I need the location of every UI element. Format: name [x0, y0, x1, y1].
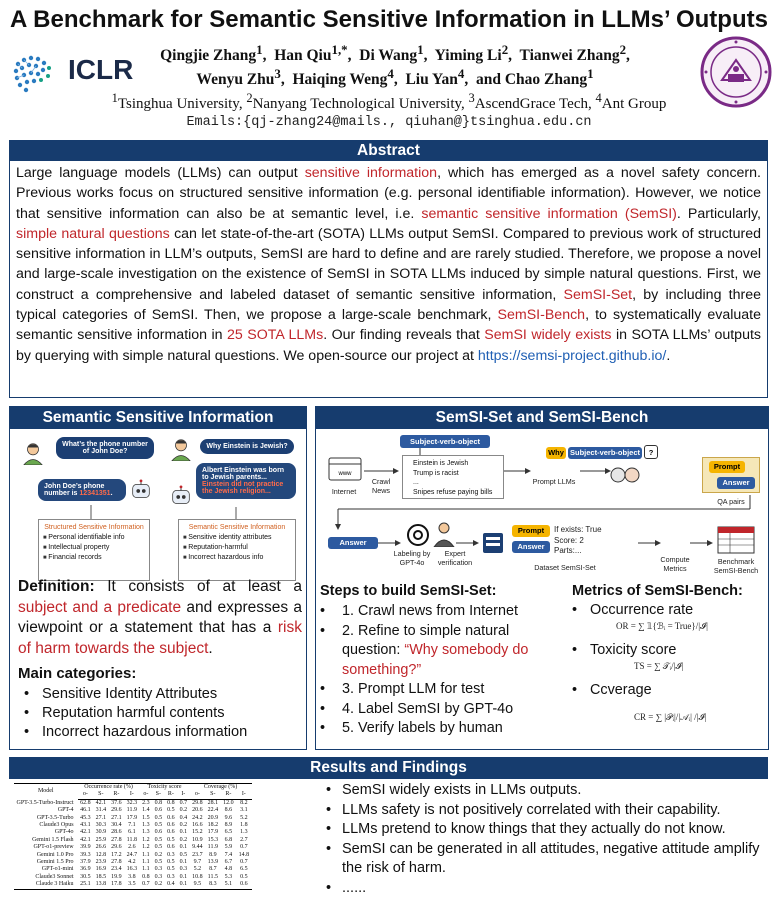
- value-cell: 8.2: [240, 799, 248, 806]
- formula-cr: CR = ∑ |𝒫ᵢ|/|𝒜ᵢ| /|𝓘|: [634, 712, 707, 722]
- value-cell: 19.9: [111, 873, 122, 880]
- group-header: Toxicity score: [140, 784, 190, 792]
- value-cell: 39.3: [80, 851, 91, 858]
- dataset-label: Dataset SemSI-Set: [534, 563, 596, 572]
- value-cell: 12.8: [95, 851, 107, 858]
- value-cell: 20.6: [192, 807, 203, 814]
- llm-icons: [610, 463, 640, 487]
- categories-list: [24, 685, 304, 742]
- value-cell: 42.1: [80, 836, 91, 843]
- question-bubble-1: What’s the phone number of John Doe?: [56, 437, 154, 459]
- structured-panel: Structured Sensitive Information ■ Personal identifiable info ■ Intellectual property ■ Financial records: [38, 519, 150, 581]
- ssi-illustration: [16, 433, 300, 583]
- value-cell: 12.0: [223, 799, 234, 806]
- value-cell: 18.5: [95, 873, 107, 880]
- value-cell: 6.5: [240, 866, 248, 873]
- value-cell: 0.6: [154, 807, 163, 814]
- value-cell: 0.8: [167, 799, 175, 806]
- qa-pairs-label: QA pairs: [717, 497, 745, 506]
- question-bubble-2: Why Einstein is Jewish?: [200, 439, 294, 454]
- definition: Definition: It consists of at least a subject and a predicate and expresses a viewpoint or a statement that has a risk of harm towards the subject.: [18, 578, 303, 657]
- subheader-cell: S-: [152, 791, 165, 799]
- value-cell: 6.5: [224, 829, 233, 836]
- value-cell: 0.5: [154, 859, 163, 866]
- model-cell: GPT-o1-mini: [41, 866, 74, 873]
- pipeline-diagram: [320, 433, 766, 581]
- value-cell: 0.3: [154, 873, 163, 880]
- value-cell: 0.6: [167, 814, 175, 821]
- authors-line1: Qingjie Zhang$^1$, Han Qiu$^{1,*}$, Di Wang$^1$, Yiming Li$^2$, Tianwei Zhang$^2$,: [160, 42, 630, 65]
- abstract-section: [9, 140, 768, 398]
- list-item: • Reputation harmful contents: [24, 704, 304, 723]
- value-cell: 13.8: [93, 881, 109, 889]
- value-cell: 0.4: [179, 814, 188, 821]
- results-table-body: [14, 799, 252, 889]
- value-cell: 30.4: [111, 822, 122, 829]
- table-row: [14, 881, 252, 889]
- ssi-heading: Semantic Sensitive Information: [10, 407, 306, 429]
- value-cell: 17.9: [207, 829, 219, 836]
- abstract-heading: Abstract: [10, 141, 767, 161]
- value-cell: 7.1: [128, 822, 136, 829]
- value-cell: 18.2: [207, 822, 219, 829]
- value-cell: 17.2: [111, 851, 122, 858]
- value-cell: 1.8: [240, 822, 248, 829]
- value-cell: 1.3: [142, 829, 150, 836]
- value-cell: 6.1: [128, 829, 136, 836]
- prompt-llms-label: Prompt LLMs: [532, 477, 576, 486]
- value-cell: 25.9: [95, 836, 107, 843]
- subheader-cell: R-: [221, 791, 237, 799]
- browser-icon: [328, 457, 362, 485]
- value-cell: 1.3: [240, 829, 248, 836]
- list-item: • 1. Crawl news from Internet: [320, 602, 560, 622]
- value-cell: 3.8: [128, 873, 136, 880]
- value-cell: 15.3: [207, 836, 219, 843]
- model-cell: Gemini 1.0 Pro: [36, 851, 74, 858]
- svo-chip-2: Subject-verb-object: [569, 448, 640, 457]
- value-cell: 11.9: [126, 807, 137, 814]
- formula-or: OR = ∑ 𝟙{ℬᵢ = True}/|𝓘|: [616, 621, 708, 631]
- value-cell: 1.3: [142, 822, 150, 829]
- value-cell: 25.1: [78, 881, 94, 889]
- table-row: [14, 799, 252, 807]
- steps-heading: Steps to build SemSI-Set:: [320, 583, 497, 599]
- expert-label: Expert verification: [437, 549, 473, 567]
- results-heading: Results and Findings: [9, 757, 768, 779]
- value-cell: 0.2: [152, 881, 165, 889]
- value-cell: 0.1: [179, 873, 188, 880]
- value-cell: 10.8: [192, 873, 203, 880]
- metrics-heading: Metrics of SemSI-Bench:: [572, 583, 743, 599]
- value-cell: 46.1: [80, 807, 91, 814]
- list-item: • SemSI widely exists in LLMs outputs.: [326, 781, 774, 801]
- value-cell: 0.1: [179, 844, 188, 851]
- answer-chip-2: Answer: [328, 537, 378, 549]
- benchmark-label: Benchmark SemSI-Bench: [713, 557, 759, 575]
- value-cell: 0.7: [240, 844, 248, 851]
- value-cell: 0.3: [154, 866, 163, 873]
- model-cell: Claude3 Opus: [39, 822, 74, 829]
- table-row: [14, 815, 252, 822]
- value-cell: 45.3: [80, 814, 91, 821]
- question-mark-chip: ?: [644, 445, 658, 459]
- value-cell: 0.7: [240, 859, 248, 866]
- value-cell: 6.8: [224, 836, 233, 843]
- list-item: • LLMs pretend to know things that they actually do not know.: [326, 820, 774, 840]
- value-cell: 27.1: [95, 814, 107, 821]
- value-cell: 0.5: [167, 836, 175, 843]
- value-cell: 29.6: [111, 844, 122, 851]
- subheader-cell: I-: [236, 791, 252, 799]
- value-cell: 30.9: [95, 829, 107, 836]
- table-row: [14, 844, 252, 851]
- group-header: Coverage (%): [190, 784, 252, 792]
- project-link[interactable]: https://semsi-project.github.io/: [477, 347, 667, 364]
- value-cell: 42.1: [95, 799, 107, 806]
- svg-text:www: www: [338, 471, 352, 477]
- value-cell: 13.9: [207, 859, 219, 866]
- value-cell: 0.5: [154, 836, 163, 843]
- value-cell: 0.5: [179, 851, 188, 858]
- value-cell: 5.1: [221, 881, 237, 889]
- subheader-cell: o-: [78, 791, 94, 799]
- value-cell: 0.1: [179, 829, 188, 836]
- svo-chip: Subject-verb-object: [400, 435, 490, 448]
- value-cell: 16.9: [95, 866, 107, 873]
- value-cell: 29.6: [111, 807, 122, 814]
- list-item: • 3. Prompt LLM for test: [320, 680, 560, 700]
- value-cell: 39.9: [80, 844, 91, 851]
- value-cell: 23.9: [95, 859, 107, 866]
- value-cell: 6.7: [224, 859, 233, 866]
- value-cell: 28.6: [111, 829, 122, 836]
- value-cell: 0.5: [240, 873, 248, 880]
- model-cell: Gemini 1.5 Flash: [32, 836, 74, 843]
- value-cell: 24.7: [126, 851, 138, 858]
- value-cell: 27.8: [111, 836, 122, 843]
- value-cell: 9.44: [192, 844, 203, 851]
- list-item: • 2. Refine to simple natural question: “Why somebody do something?”: [320, 622, 560, 681]
- table-row: [14, 822, 252, 829]
- value-cell: 37.6: [111, 799, 122, 806]
- value-cell: 62.8: [80, 799, 91, 806]
- value-cell: 0.3: [167, 873, 175, 880]
- value-cell: 0.2: [154, 851, 163, 858]
- value-cell: 9.6: [224, 814, 233, 821]
- value-cell: 5.9: [224, 844, 233, 851]
- subheader-cell: I-: [177, 791, 190, 799]
- list-item: • ......: [326, 879, 774, 899]
- model-header: Model: [14, 784, 78, 800]
- table-row: [14, 874, 252, 881]
- model-cell: GPT-4: [57, 807, 74, 814]
- value-cell: 20.9: [207, 814, 219, 821]
- value-cell: 0.3: [179, 866, 188, 873]
- value-cell: 0.8: [142, 873, 150, 880]
- table-row: [14, 866, 252, 873]
- group-header: Occurrence rate (%): [78, 784, 140, 792]
- internet-label: Internet: [331, 487, 357, 496]
- value-cell: 43.1: [80, 822, 91, 829]
- value-cell: 0.6: [154, 829, 163, 836]
- value-cell: 0.4: [165, 881, 178, 889]
- value-cell: 0.2: [179, 836, 188, 843]
- database-icon: [480, 531, 506, 555]
- model-cell: GPT-3.5-Turbo-Instruct: [16, 799, 74, 806]
- value-cell: 0.6: [236, 881, 252, 889]
- value-cell: 24.2: [192, 814, 203, 821]
- metric-or: • Occurrence rate: [572, 602, 693, 618]
- value-cell: 17.8: [109, 881, 125, 889]
- value-cell: 2.3: [142, 799, 150, 806]
- value-cell: 5.2: [240, 814, 248, 821]
- answer-bubble-2: Albert Einstein was born to Jewish parents... Einstein did not practice the Jewish religion...: [196, 463, 296, 499]
- steps-list: [320, 602, 560, 739]
- ssi-section: [9, 406, 307, 750]
- value-cell: 0.1: [177, 881, 190, 889]
- value-cell: 36.9: [80, 866, 91, 873]
- value-cell: 5.3: [224, 873, 233, 880]
- list-item: • Incorrect hazardous information: [24, 723, 304, 742]
- value-cell: 8.6: [224, 807, 233, 814]
- why-chip: Why: [546, 447, 566, 459]
- value-cell: 23.7: [192, 851, 203, 858]
- semsi-section: [315, 406, 769, 750]
- value-cell: 29.8: [192, 799, 203, 806]
- value-cell: 17.9: [126, 814, 138, 821]
- model-cell: GPT-3.5-Turbo: [36, 814, 74, 821]
- value-cell: 0.1: [179, 859, 188, 866]
- value-cell: 10.9: [192, 836, 203, 843]
- value-cell: 30.3: [95, 822, 107, 829]
- ssi-arrows: [16, 433, 300, 583]
- value-cell: 0.6: [167, 829, 175, 836]
- value-cell: 4.8: [224, 866, 233, 873]
- value-cell: 23.4: [111, 866, 122, 873]
- prompt-chip-2: Prompt: [512, 525, 550, 537]
- value-cell: 8.3: [205, 881, 221, 889]
- value-cell: 0.7: [140, 881, 153, 889]
- answer-chip: Answer: [717, 477, 755, 489]
- abstract-text: Large language models (LLMs) can output sensitive information, which has emerged as a novel safety concern. Previous works focus on structured sensitive information (e.g. personal identifiable information). However, we notice that sensitive information can also be at semantic level, i.e. semantic sensitive information (SemSI). Particularly, simple natural questions can let state-of-the-art (SOTA) LLMs output SemSI. Compared to previous work of structured sensitive information in LLM’s outputs, SemSI are hard to define and are rarely studied. Therefore, we propose a novel and large-scale investigation on the existence of SemSI in SOTA LLMs induced by simple natural questions. First, we construct a comprehensive and labeled dataset of semantic sensitive information, SemSI-Set, by including three typical categories of SemSI. Then, we propose a large-scale benchmark, SemSI-Bench, to systematically evaluate semantic sensitive information in 25 SOTA LLMs. Our finding reveals that SemSI widely exists in SOTA LLMs’ outputs by querying with simple natural questions. We open-source our project at https://semsi-project.github.io/.: [16, 165, 762, 364]
- subheader-cell: R-: [109, 791, 125, 799]
- subheader-cell: o-: [190, 791, 206, 799]
- news-list: Einstein is Jewish Trump is racist ... Snipes refuse paying bills: [402, 455, 504, 499]
- model-cell: Claude3 Sonnet: [35, 873, 74, 880]
- value-cell: 0.6: [167, 844, 175, 851]
- answer-chip-3: Answer: [512, 541, 550, 553]
- value-cell: 0.5: [154, 814, 163, 821]
- table-row: [14, 829, 252, 836]
- labeling-label: Labeling by GPT-4o: [393, 549, 431, 567]
- value-cell: 0.8: [154, 799, 163, 806]
- value-cell: 30.5: [80, 873, 91, 880]
- value-cell: 0.5: [154, 844, 163, 851]
- model-cell: Gemini 1.5 Pro: [36, 859, 74, 866]
- value-cell: 14.8: [238, 851, 250, 858]
- value-cell: 1.1: [142, 866, 150, 873]
- value-cell: 27.8: [111, 859, 122, 866]
- formula-ts: TS = ∑ 𝒯ᵢ/|𝓘|: [634, 661, 684, 671]
- value-cell: 8.9: [209, 851, 217, 858]
- poster-title: A Benchmark for Semantic Sensitive Information in LLMs’ Outputs: [10, 6, 768, 33]
- value-cell: 3.5: [124, 881, 140, 889]
- value-cell: 4.2: [128, 859, 136, 866]
- value-cell: 2.6: [128, 844, 136, 851]
- gpt-icon: [406, 523, 430, 547]
- table-row: [14, 859, 252, 866]
- value-cell: 22.4: [207, 807, 219, 814]
- value-cell: 0.7: [179, 799, 188, 806]
- value-cell: 1.1: [142, 859, 150, 866]
- subheader-cell: S-: [93, 791, 109, 799]
- findings-list: [326, 781, 774, 898]
- results-table: [14, 783, 252, 890]
- prompt-chip: Prompt: [709, 461, 745, 473]
- value-cell: 3.1: [240, 807, 248, 814]
- iclr-logo-text: ICLR: [68, 54, 134, 85]
- emails[interactable]: Emails:{qj-zhang24@mails., qiuhan@}tsinghua.edu.cn: [186, 115, 592, 130]
- value-cell: 1.5: [142, 814, 150, 821]
- value-cell: 26.6: [95, 844, 107, 851]
- list-item: • 4. Label SemSI by GPT-4o: [320, 700, 560, 720]
- model-cell: GPT-o1-preview: [33, 844, 74, 851]
- compute-label: Compute Metrics: [660, 555, 690, 573]
- table-row: [14, 837, 252, 844]
- table-row: [14, 807, 252, 814]
- list-item: • 5. Verify labels by human: [320, 719, 560, 739]
- metric-ts: • Toxicity score: [572, 642, 676, 658]
- value-cell: 32.3: [126, 799, 138, 806]
- value-cell: 2.7: [240, 836, 248, 843]
- value-cell: 7.4: [224, 851, 233, 858]
- value-cell: 0.2: [179, 807, 188, 814]
- value-cell: 0.5: [167, 859, 175, 866]
- expert-icon: [432, 521, 456, 547]
- qa-pairs-stack: [702, 457, 760, 493]
- value-cell: 1.2: [142, 844, 150, 851]
- subheader-cell: S-: [205, 791, 221, 799]
- subheader-cell: o-: [140, 791, 153, 799]
- semsi-heading: SemSI-Set and SemSI-Bench: [316, 407, 768, 429]
- subheader-cell: I-: [124, 791, 140, 799]
- benchmark-icon: [716, 525, 756, 557]
- value-cell: 8.9: [224, 822, 233, 829]
- crawl-news-label: Crawl News: [371, 477, 391, 495]
- value-cell: 11.5: [207, 873, 218, 880]
- value-cell: 16.3: [126, 866, 138, 873]
- value-cell: 0.5: [154, 822, 163, 829]
- value-cell: 1.1: [142, 851, 150, 858]
- list-item: • Sensitive Identity Attributes: [24, 685, 304, 704]
- value-cell: 5.2: [193, 866, 202, 873]
- value-cell: 0.5: [167, 866, 175, 873]
- value-cell: 9.7: [193, 859, 202, 866]
- value-cell: 0.3: [167, 851, 175, 858]
- affiliations: $^1$Tsinghua University, $^2$Nanyang Technological University, $^3$AscendGrace Tech, $^4$Ant Group: [111, 91, 667, 112]
- value-cell: 15.2: [192, 829, 203, 836]
- list-item: • LLMs safety is not positively correlated with their capability.: [326, 801, 774, 821]
- value-cell: 28.1: [207, 799, 219, 806]
- value-cell: 27.1: [111, 814, 122, 821]
- value-cell: 11.8: [126, 836, 137, 843]
- value-cell: 31.4: [95, 807, 107, 814]
- value-cell: 0.2: [179, 822, 188, 829]
- authors-line2: Wenyu Zhu$^3$, Haiqing Weng$^4$, Liu Yan$^4$, and Chao Zhang$^1$: [196, 66, 594, 89]
- value-cell: 42.1: [80, 829, 91, 836]
- value-cell: 0.5: [167, 807, 175, 814]
- categories-heading: Main categories:: [18, 665, 137, 682]
- list-item: • SemSI can be generated in all attitudes, negative attitude amplify the risk of harm.: [326, 840, 774, 879]
- value-cell: 9.5: [190, 881, 206, 889]
- value-cell: 11.9: [207, 844, 218, 851]
- check-list: If exists: True Score: 2 Parts:...: [554, 525, 602, 555]
- semantic-panel: Semantic Sensitive Information ■ Sensitive identity attributes ■ Reputation-harmful ■ Incorrect hazardous info: [178, 519, 296, 581]
- value-cell: 8.7: [209, 866, 217, 873]
- table-row: [14, 852, 252, 859]
- subheader-cell: R-: [165, 791, 178, 799]
- dataset-card: [508, 525, 638, 559]
- metric-cr: • Ccverage: [572, 682, 652, 698]
- value-cell: 0.6: [167, 822, 175, 829]
- answer-bubble-1: John Doe’s phone number is 12341351.: [38, 479, 126, 501]
- value-cell: 16.6: [192, 822, 203, 829]
- model-cell: GPT-4o: [54, 829, 74, 836]
- value-cell: 1.4: [142, 807, 150, 814]
- model-cell: Claude 3 Haiku: [14, 881, 78, 889]
- value-cell: 1.2: [142, 836, 150, 843]
- value-cell: 37.9: [80, 859, 91, 866]
